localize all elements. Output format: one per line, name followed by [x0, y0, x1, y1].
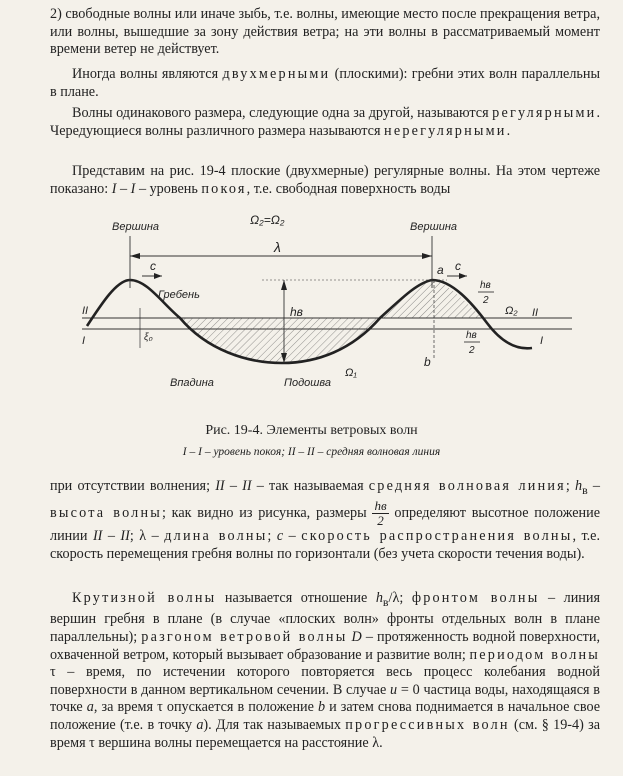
II-left-label: II: [82, 305, 89, 317]
point-a-label: a: [437, 263, 444, 277]
hv2-bot-den: 2: [469, 345, 475, 356]
xi0-label: ξ₀: [144, 332, 153, 343]
greben-label: Гребень: [158, 289, 200, 301]
paragraph-3: Волны одинакового размера, следующие одна за другой, называются регулярными. Чередующиеся волны различного размера называются нерегулярными.: [50, 105, 600, 139]
vershina-right-label: Вершина: [410, 221, 457, 233]
paragraph-2: Иногда волны являются двухмерными (плоскими): гребни этих волн параллельны в плане.: [50, 66, 601, 100]
figure-caption: Рис. 19-4. Элементы ветровых волн: [205, 423, 418, 438]
hv2-bot-num: hв: [466, 330, 477, 341]
I-left-label: I: [82, 335, 86, 347]
point-b-label: b: [424, 355, 431, 369]
vershina-left-label: Вершина: [112, 221, 159, 233]
paragraph-1: 2) свободные волны или иначе зыбь, т.е. волны, имеющие место после прекращения ветра, или волны, вышедшие за зону действия ветра; на эти волны в рассматриваемый момент времени ветер не действует.: [50, 6, 600, 58]
wave-figure: [62, 208, 592, 413]
paragraph-6: Крутизной волны называется отношение $h_в/\lambda$; фронтом волны – линия вершин гребня в плане (в случае «плоских волн» фронты отдельных волн в плане параллельны); разгоном ветровой волны D – протяженность водной поверхности, охваченной ветром, который вызывает образование и развитие волн; периодом волны τ – время, по истечении которого повторяется весь процесс колебания водной поверхности в данном вертикальном сечении. В случае u = 0 частица воды, находящаяся в точке a, за время τ опускается в положение b и затем снова поднимается в начальное свое положение (т.е. в точку a). Для так называемых прогрессивных волн (см. § 19-4) за время τ вершина волны перемещается на расстояние λ.: [50, 590, 601, 751]
vpadina-label: Впадина: [170, 377, 214, 389]
hv-over-2-fraction: $\frac{hв}{2}$: [374, 498, 387, 529]
paragraph-5: при отсутствии волнения; II – II – так называемая средняя волновая линия; $h_в$ – высота волны; как видно из рисунка, размеры $\frac{hв}{2}$ определяют высотное положение линии II – II; λ – длина волны; c – скорость распространения волны, т.е. скорость перемещения гребня волны по горизонтали (без учета скорости течения воды).: [50, 478, 601, 563]
c-left-label: c: [150, 259, 156, 273]
omega1-area: [180, 318, 380, 363]
hv2-top-den: 2: [483, 295, 489, 306]
I-right-label: I: [540, 335, 544, 347]
omega2-label: Ω₂: [505, 305, 518, 317]
hv2-top-num: hв: [480, 280, 491, 291]
omega-eq-label: Ω₂=Ω₂: [250, 213, 285, 227]
hv-label: hв: [290, 305, 303, 319]
paragraph-4: Представим на рис. 19-4 плоские (двухмерные) регулярные волны. На этом чертеже показано: I – I – уровень покоя, т.е. свободная поверхность воды: [50, 163, 600, 197]
omega1-label: Ω₁: [345, 367, 357, 379]
II-right-label: II: [532, 307, 539, 319]
lambda-label: λ: [274, 239, 281, 255]
figure-subcaption: I – I – уровень покоя; II – II – средняя волновая линия: [182, 446, 441, 458]
c-right-label: c: [455, 259, 461, 273]
podoshva-label: Подошва: [284, 377, 332, 389]
